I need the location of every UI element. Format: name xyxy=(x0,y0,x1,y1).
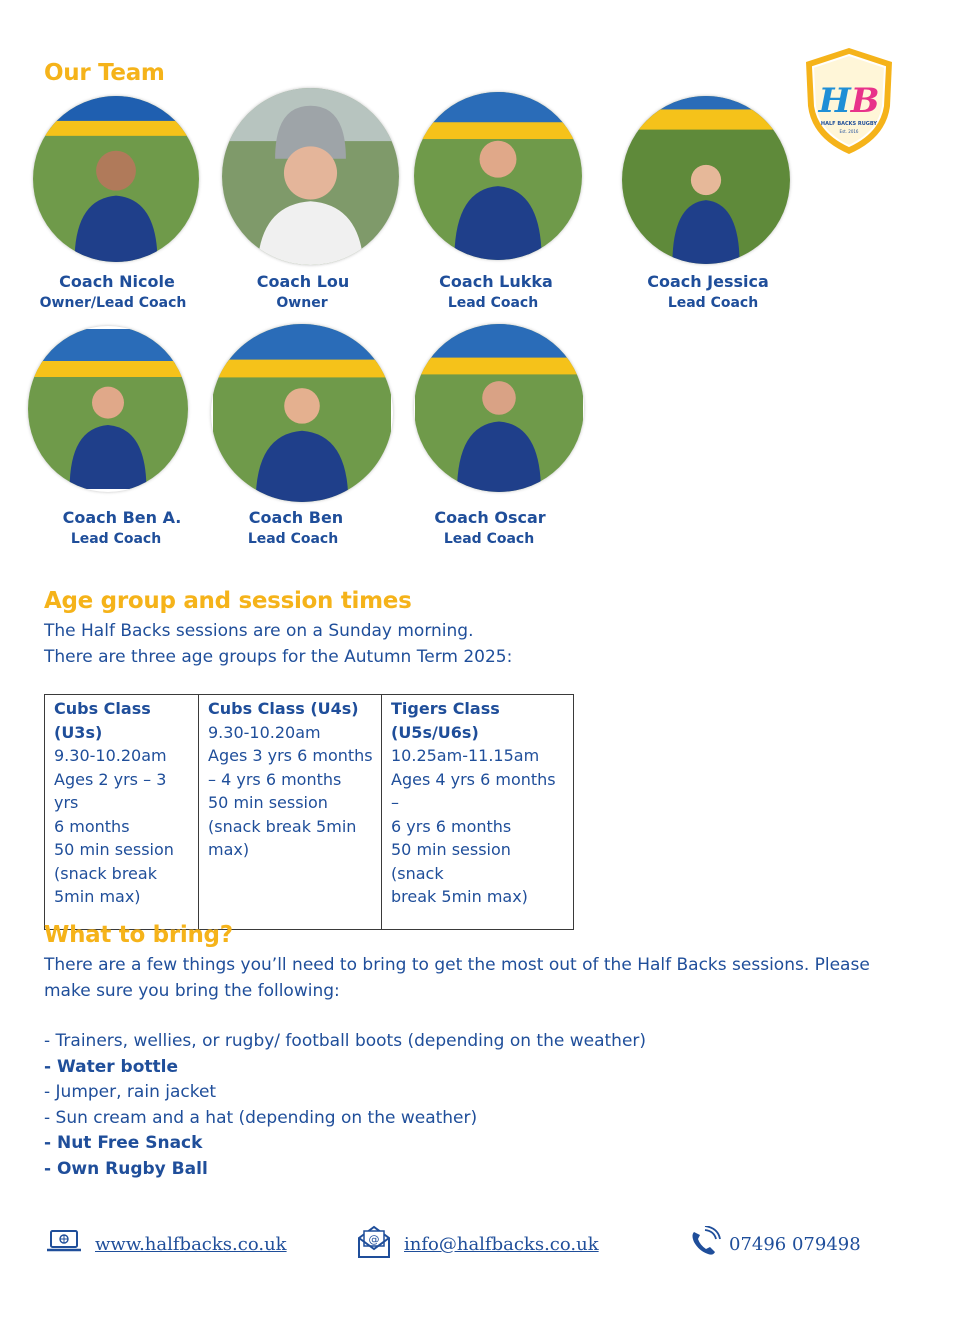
laptop-icon xyxy=(46,1229,82,1257)
class-cell xyxy=(382,695,574,930)
coach-name: Coach Jessica xyxy=(647,272,769,291)
class-line: 6 yrs 6 months xyxy=(391,816,512,836)
class-name: Cubs Class (U3s) xyxy=(54,699,151,742)
bring-heading: What to bring? xyxy=(44,922,233,948)
bring-intro-2: make sure you bring the following: xyxy=(44,981,340,1001)
coach-photo xyxy=(622,96,790,264)
class-line: 9.30-10.20am xyxy=(54,746,167,765)
coach-role: Lead Coach xyxy=(70,531,162,547)
phone-icon xyxy=(688,1226,722,1262)
coach-name: Coach Oscar xyxy=(434,508,546,527)
phone-number: 07496 079498 xyxy=(729,1234,861,1255)
sessions-table xyxy=(44,694,574,930)
coach-name: Coach Lou xyxy=(256,272,350,291)
coach-photo xyxy=(28,326,188,492)
website-link[interactable]: www.halfbacks.co.uk xyxy=(95,1234,287,1255)
bring-item: - Sun cream and a hat (depending on the weather) xyxy=(44,1107,478,1128)
class-line: break 5min max) xyxy=(391,887,528,906)
svg-text:@: @ xyxy=(368,1233,380,1246)
class-line: max) xyxy=(208,840,250,859)
coach-name: Coach Ben xyxy=(248,508,344,527)
coach-name: Coach Nicole xyxy=(59,272,175,291)
bring-list xyxy=(44,1029,646,1183)
coach-photo xyxy=(222,88,399,265)
class-line: 50 min session xyxy=(208,793,328,812)
coach-role: Lead Coach xyxy=(667,295,759,311)
coach-role: Lead Coach xyxy=(443,531,535,547)
halfbacks-logo xyxy=(802,46,896,156)
class-line: 50 min session xyxy=(54,840,174,859)
class-line: 6 months xyxy=(54,816,130,836)
coach-role: Owner/Lead Coach xyxy=(39,295,187,311)
email-link[interactable]: info@halfbacks.co.uk xyxy=(404,1234,599,1255)
bring-item: - Nut Free Snack xyxy=(44,1133,203,1154)
coach-role: Lead Coach xyxy=(447,295,539,311)
svg-text:HB: HB xyxy=(818,81,880,121)
coach-photo xyxy=(414,324,584,492)
coach-role: Owner xyxy=(276,295,328,311)
coach-name: Coach Ben A. xyxy=(62,508,182,527)
class-line: Ages 2 yrs – 3 yrs xyxy=(54,769,167,812)
coach-photo xyxy=(414,92,582,260)
class-name: Tigers Class (U5s/U6s) xyxy=(391,699,500,742)
coach-photo xyxy=(211,324,393,502)
logo-est: Est. 2016 xyxy=(839,129,859,134)
email-icon xyxy=(356,1224,392,1264)
class-line: (snack break xyxy=(54,863,157,883)
sessions-intro-2: There are three age groups for the Autumn Term 2025: xyxy=(44,647,513,667)
class-cell xyxy=(45,695,199,930)
class-line: – 4 yrs 6 months xyxy=(208,769,342,789)
class-line: (snack break 5min xyxy=(208,816,357,836)
class-line: Ages 3 yrs 6 months xyxy=(208,746,373,765)
bring-intro-1: There are a few things you’ll need to bring to get the most out of the Half Backs sessions. Please xyxy=(44,955,870,975)
bring-item: - Jumper, rain jacket xyxy=(44,1082,217,1103)
bring-item: - Trainers, wellies, or rugby/ football boots (depending on the weather) xyxy=(44,1031,647,1051)
logo-text: HALF BACKS RUGBY xyxy=(820,121,878,127)
sessions-heading: Age group and session times xyxy=(44,588,412,614)
class-line: 5min max) xyxy=(54,887,141,906)
class-name: Cubs Class (U4s) xyxy=(208,699,359,718)
team-heading: Our Team xyxy=(44,60,165,86)
class-line: 9.30-10.20am xyxy=(208,722,321,742)
sessions-intro-1: The Half Backs sessions are on a Sunday morning. xyxy=(44,621,474,641)
coach-photo xyxy=(33,96,199,262)
coach-role: Lead Coach xyxy=(247,531,339,547)
coach-name: Coach Lukka xyxy=(439,272,553,291)
bring-item: - Own Rugby Ball xyxy=(44,1158,208,1179)
class-cell xyxy=(199,695,382,930)
class-line: 50 min session (snack xyxy=(391,840,511,883)
class-line: 10.25am-11.15am xyxy=(391,746,540,765)
class-line: Ages 4 yrs 6 months – xyxy=(391,769,556,812)
bring-item: - Water bottle xyxy=(44,1056,179,1077)
